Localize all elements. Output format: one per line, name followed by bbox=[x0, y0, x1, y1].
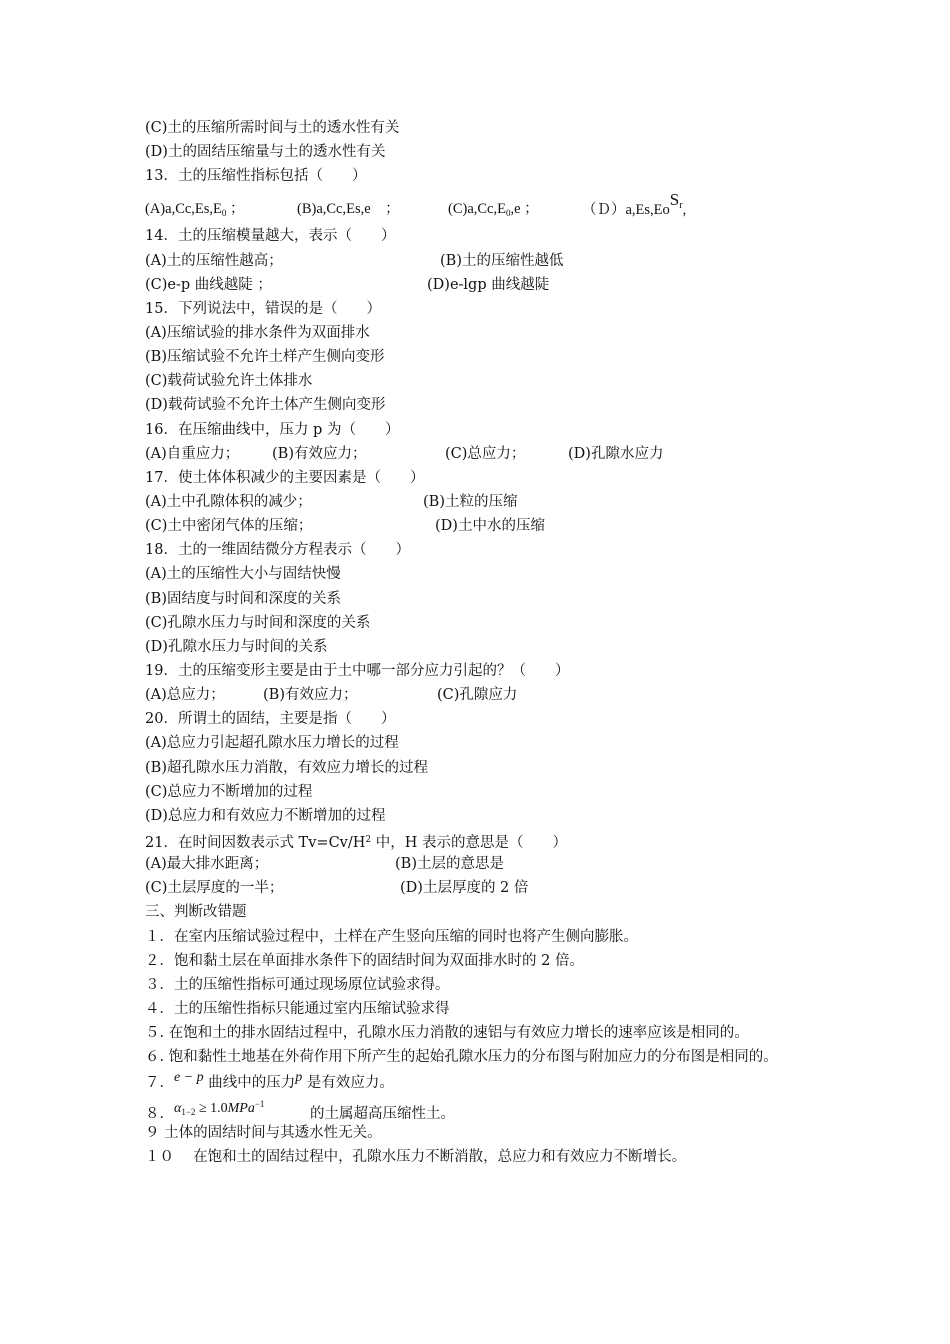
q21-option-a: (A)最大排水距离； bbox=[145, 856, 269, 873]
q17-option-d: (D)土中水的压缩 bbox=[435, 518, 545, 535]
q18-option-b: (B)固结度与时间和深度的关系 bbox=[145, 590, 341, 607]
q15-stem: 15．下列说法中，错误的是（ ） bbox=[145, 300, 381, 317]
q19-option-a: (A)总应力； bbox=[145, 687, 225, 704]
q15-option-c: (C)载荷试验允许土体排水 bbox=[145, 373, 313, 390]
section3-heading: 三、判断改错题 bbox=[145, 904, 247, 921]
q15-option-a: (A)压缩试验的排水条件为双面排水 bbox=[145, 324, 370, 341]
q16-option-a: (A)自重应力； bbox=[145, 445, 240, 462]
q16-option-c: (C)总应力； bbox=[445, 445, 526, 462]
q13-stem: 13．土的压缩性指标包括（ ） bbox=[145, 168, 367, 185]
q20-option-d: (D)总应力和有效应力不断增加的过程 bbox=[145, 807, 386, 824]
ep-formula: e − p bbox=[174, 1070, 204, 1086]
q21-option-b: (B)土层的意思是 bbox=[395, 856, 504, 873]
q16-options bbox=[145, 442, 825, 466]
q20-option-a: (A)总应力引起超孔隙水压力增长的过程 bbox=[145, 735, 399, 752]
q17-option-b: (B)土粒的压缩 bbox=[423, 493, 518, 510]
q13-option-a: $(A)a,Cc,Es,E_0$ ； bbox=[145, 201, 245, 219]
q21-option-d: (D)土层厚度的 2 倍 bbox=[400, 880, 529, 897]
statement-9: ９ 土体的固结时间与其透水性无关。 bbox=[145, 1125, 382, 1142]
statement-4: ４．土的压缩性指标只能通过室内压缩试验求得 bbox=[145, 1000, 450, 1017]
q17-row2 bbox=[145, 514, 825, 538]
q12-option-d: (D)土的固结压缩量与土的透水性有关 bbox=[145, 144, 386, 161]
q18-option-a: (A)土的压缩性大小与固结快慢 bbox=[145, 566, 341, 583]
q13-option-d: （Ｄ）a,Es,EoS$_r$, bbox=[582, 188, 686, 236]
q15-option-b: (B)压缩试验不允许土样产生侧向变形 bbox=[145, 349, 385, 366]
statement-2: ２．饱和黏土层在单面排水条件下的固结时间为双面排水时的 2 倍。 bbox=[145, 952, 584, 969]
q19-options bbox=[145, 683, 825, 707]
q18-stem: 18．土的一维固结微分方程表示（ ） bbox=[145, 542, 410, 559]
q14-row2 bbox=[145, 273, 825, 297]
q17-option-a: (A)土中孔隙体积的减少； bbox=[145, 493, 312, 510]
q21-row2 bbox=[145, 876, 825, 900]
q18-option-c: (C)孔隙水压力与时间和深度的关系 bbox=[145, 614, 371, 631]
statement-3: ３．土的压缩性指标可通过现场原位试验求得。 bbox=[145, 976, 450, 993]
q17-row1 bbox=[145, 490, 825, 514]
q14-option-a: (A)土的压缩性越高； bbox=[145, 252, 283, 269]
sr-symbol: $S_r$ bbox=[669, 190, 683, 212]
q16-stem: 16．在压缩曲线中，压力 p 为（ ） bbox=[145, 421, 400, 438]
q14-option-d: (D)e-lgp 曲线越陡 bbox=[427, 276, 550, 293]
q21-stem: 21．在时间因数表示式 $Tv=Cv/H^2$ 中，H 表示的意思是（ ） bbox=[145, 834, 567, 851]
q16-option-d: (D)孔隙水应力 bbox=[568, 445, 664, 462]
q16-option-b: (B)有效应力； bbox=[272, 445, 367, 462]
q19-option-b: (B)有效应力； bbox=[263, 687, 358, 704]
q17-stem: 17．使土体体积减少的主要因素是（ ） bbox=[145, 469, 425, 486]
q17-option-c: (C)土中密闭气体的压缩； bbox=[145, 518, 313, 535]
q14-row1 bbox=[145, 249, 825, 273]
q20-stem: 20．所谓土的固结，主要是指（ ） bbox=[145, 711, 396, 728]
q12-option-c: (C)土的压缩所需时间与土的透水性有关 bbox=[145, 120, 400, 136]
statement-7: ７．e − p 曲线中的压力p 是有效应力。 bbox=[145, 1069, 825, 1095]
q14-stem: 14．土的压缩模量越大，表示（ ） bbox=[145, 228, 396, 245]
statement-10: １０ 在饱和土的固结过程中，孔隙水压力不断消散，总应力和有效应力不断增长。 bbox=[145, 1149, 687, 1166]
statement-5: ５. 在饱和土的排水固结过程中，孔隙水压力消散的速铝与有效应力增长的速率应该是相同的。 bbox=[145, 1025, 749, 1042]
q21-row1 bbox=[145, 852, 825, 876]
q20-option-b: (B)超孔隙水压力消散，有效应力增长的过程 bbox=[145, 759, 428, 776]
q19-option-c: (C)孔隙应力 bbox=[437, 687, 518, 704]
document-page bbox=[145, 116, 825, 1169]
statement-6: ６. 饱和黏性土地基在外荷作用下所产生的起始孔隙水压力的分布图与附加应力的分布图是相同的。 bbox=[145, 1049, 778, 1066]
q14-option-c: (C)e-p 曲线越陡 ； bbox=[145, 276, 272, 293]
q18-option-d: (D)孔隙水压力与时间的关系 bbox=[145, 638, 328, 655]
q13-options bbox=[145, 188, 825, 224]
q20-option-c: (C)总应力不断增加的过程 bbox=[145, 783, 313, 800]
q15-option-d: (D)载荷试验不允许土体产生侧向变形 bbox=[145, 397, 386, 414]
q19-stem: 19．土的压缩变形主要是由于土中哪一部分应力引起的？（ ） bbox=[145, 662, 570, 679]
statement-8: ８．$\alpha_{1-2} \ge 1.0MPa^{-1}$的土属超高压缩性土。 bbox=[145, 1095, 825, 1121]
q21-option-c: (C)土层厚度的一半； bbox=[145, 880, 284, 897]
statement-1: １．在室内压缩试验过程中，土样在产生竖向压缩的同时也将产生侧向膨胀。 bbox=[145, 928, 638, 945]
q13-option-b: (B)a,Cc,Es,e ； bbox=[297, 201, 400, 218]
q14-option-b: (B)土的压缩性越低 bbox=[440, 252, 564, 269]
p-symbol: p bbox=[295, 1070, 303, 1086]
q13-option-c: $(C)a,Cc,E_0,e$ ； bbox=[448, 201, 539, 219]
alpha-formula: $\alpha_{1-2} \ge 1.0MPa^{-1}$ bbox=[174, 1099, 265, 1118]
